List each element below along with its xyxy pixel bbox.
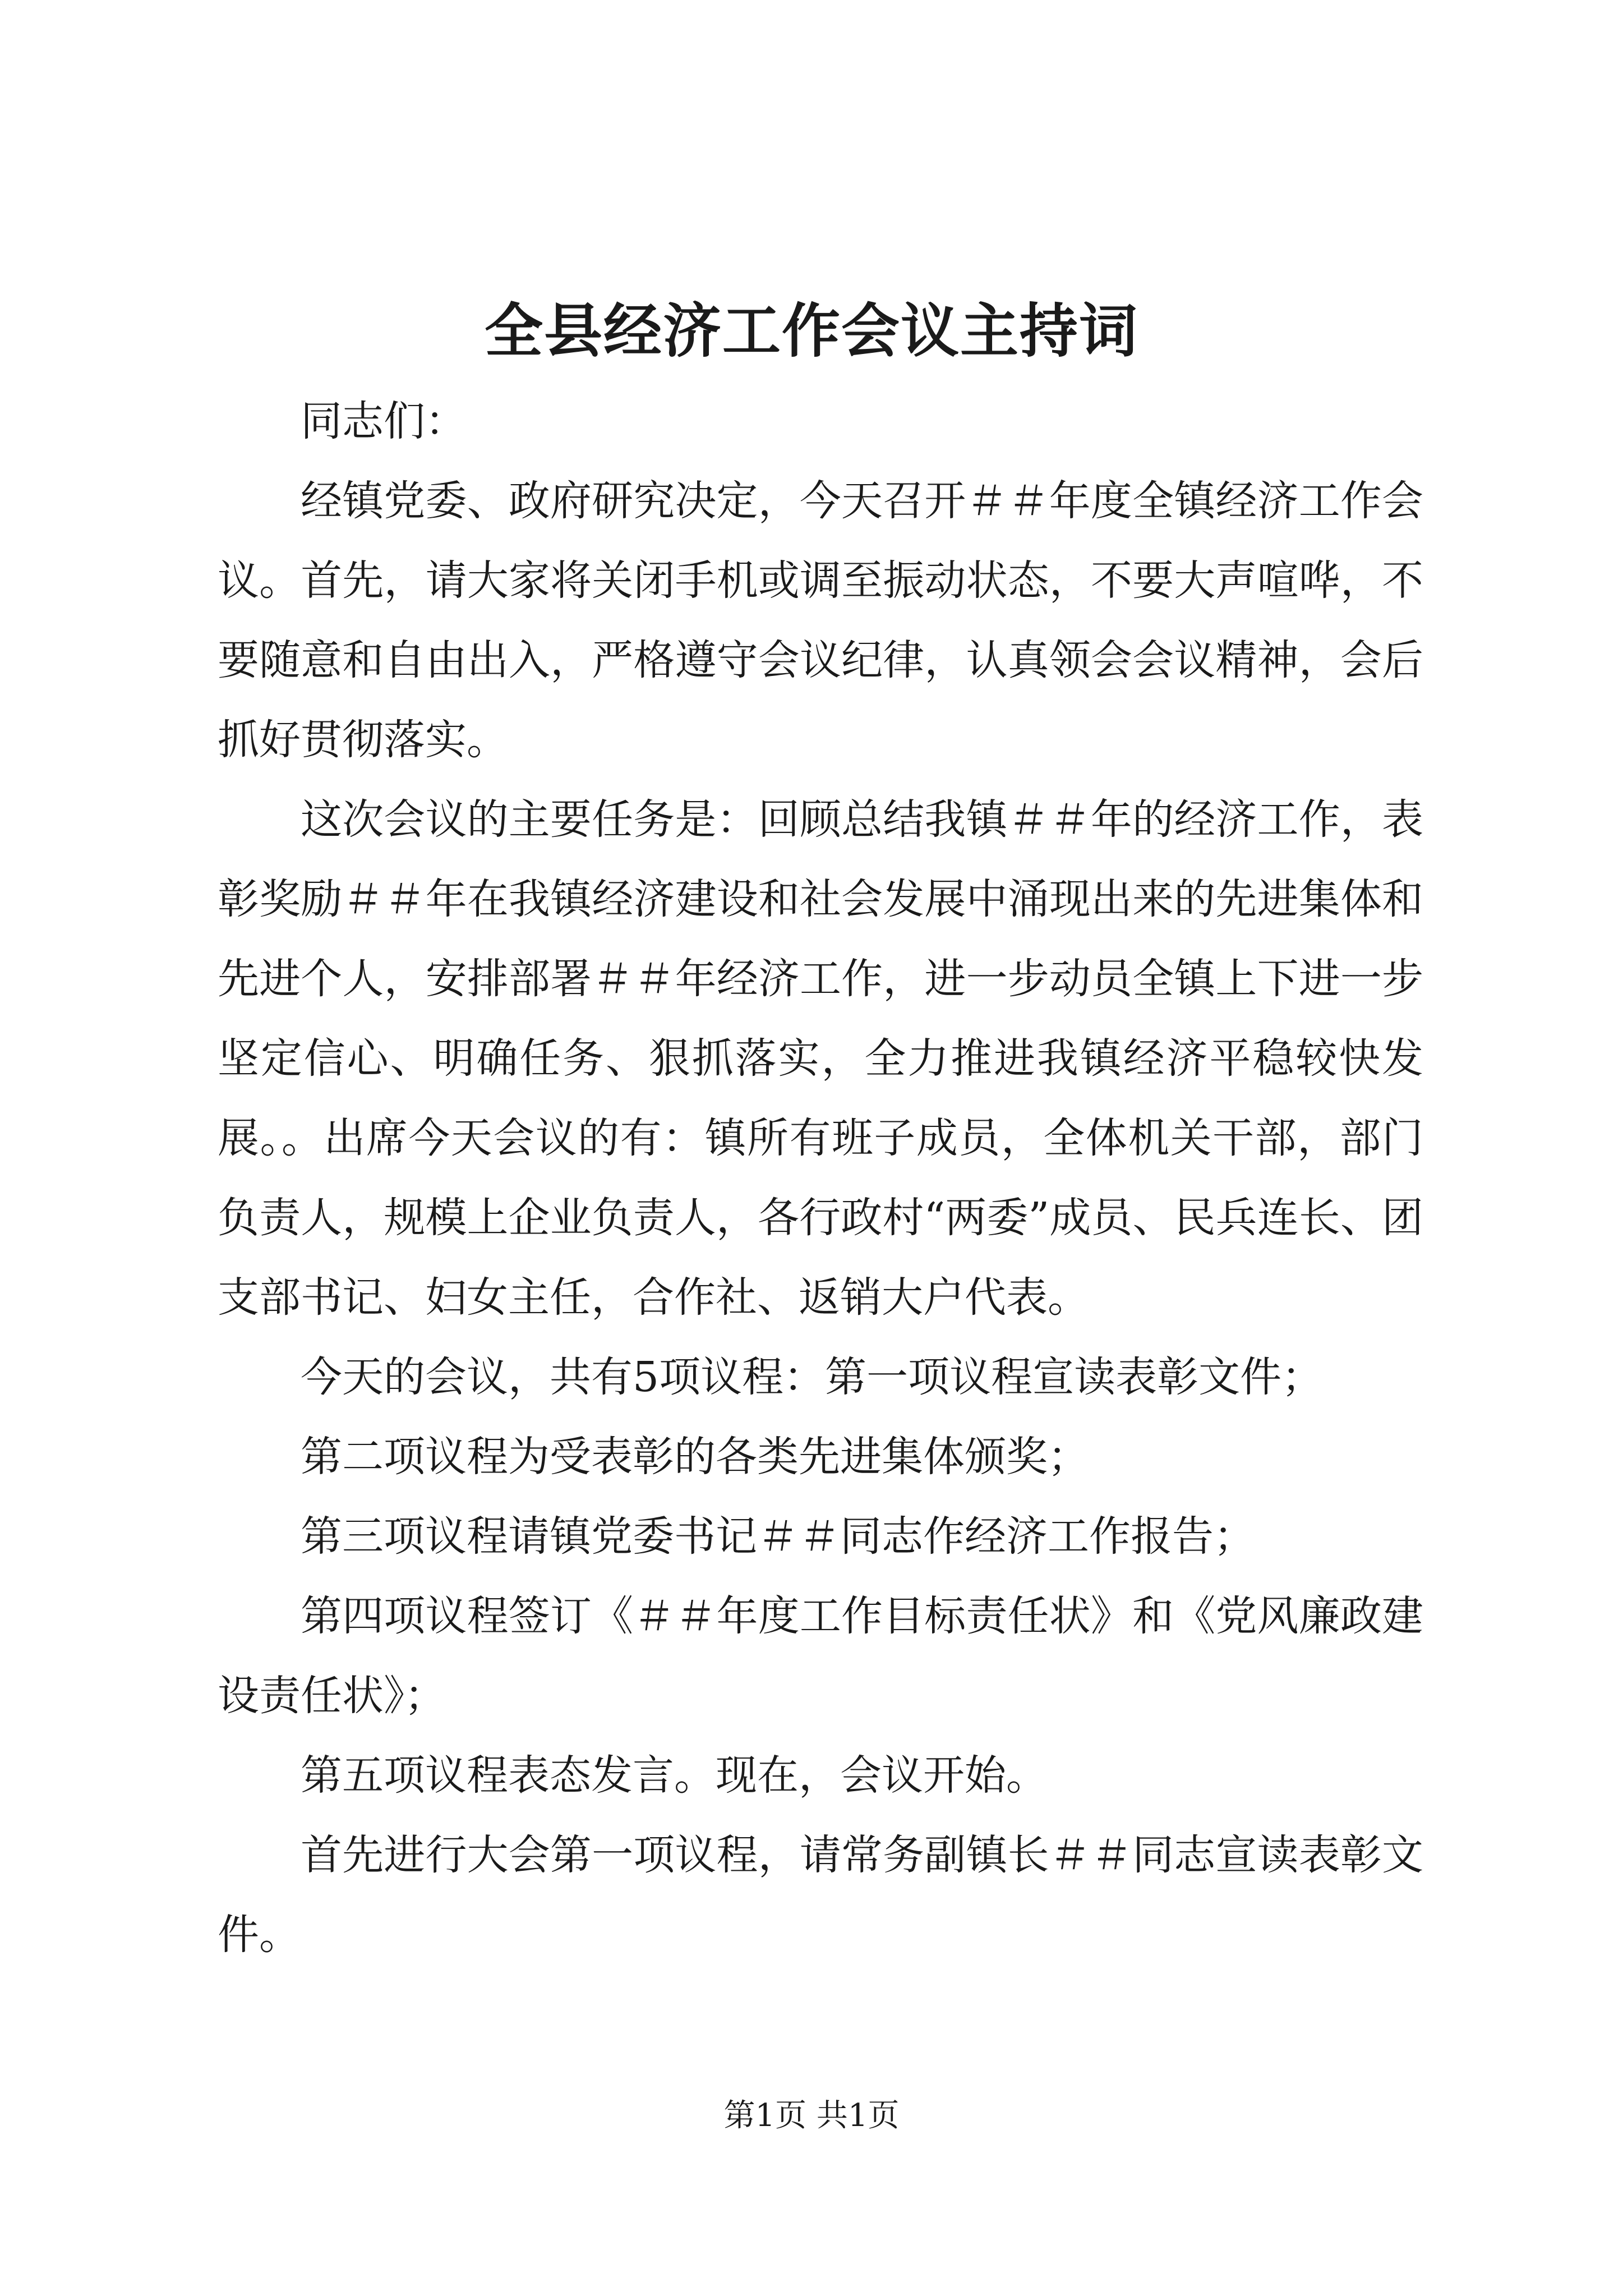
page-footer: 第1页 共1页 xyxy=(723,2097,900,2134)
document-title: 全县经济工作会议主持词 xyxy=(484,296,1138,365)
paragraph-first-agenda: 首先进行大会第一项议程，请常务副镇长＃＃同志宣读表彰文件。 xyxy=(218,1831,1423,1959)
paragraph-agenda-intro: 今天的会议，共有5项议程：第一项议程宣读表彰文件； xyxy=(301,1353,1324,1401)
document-body xyxy=(218,381,1423,1975)
paragraph-salutation: 同志们： xyxy=(301,397,467,445)
paragraph-opening: 经镇党委、政府研究决定，今天召开＃＃年度全镇经济工作会议。首先，请大家将关闭手机或调至振动状态，不要大声喧哗，不要随意和自由出入，严格遵守会议纪律，认真领会会议精神，会后抓好贯彻落实。 xyxy=(218,477,1423,764)
paragraph-agenda-item-3: 第三项议程请镇党委书记＃＃同志作经济工作报告； xyxy=(301,1512,1255,1561)
paragraph-meeting-tasks: 这次会议的主要任务是：回顾总结我镇＃＃年的经济工作，表彰奖励＃＃年在我镇经济建设和社会发展中涌现出来的先进集体和先进个人，安排部署＃＃年经济工作，进一步动员全镇上下进一步坚定信心、明确任务、狠抓落实，全力推进我镇经济平稳较快发展。。出席今天会议的有：镇所有班子成员，全体机关干部，部门负责人，规模上企业负责人，各行政村“两委”成员、民兵连长、团支部书记、妇女主任，合作社、返销大户代表。 xyxy=(218,795,1423,1322)
paragraph-agenda-item-5: 第五项议程表态发言。现在，会议开始。 xyxy=(301,1751,1048,1800)
paragraph-agenda-item-4: 第四项议程签订《＃＃年度工作目标责任状》和《党风廉政建设责任状》； xyxy=(218,1592,1423,1720)
paragraph-agenda-item-2: 第二项议程为受表彰的各类先进集体颁奖； xyxy=(301,1433,1089,1481)
